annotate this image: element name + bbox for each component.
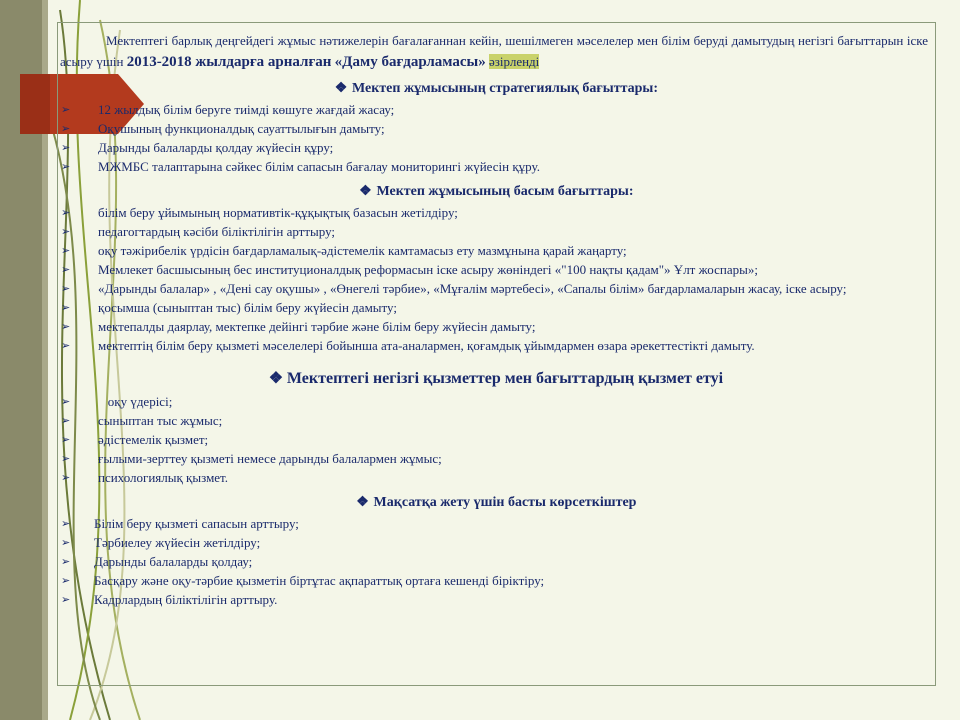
arrow-bullet-icon: ➢: [61, 141, 71, 154]
list-priority: [60, 203, 928, 355]
list-item: ➢ психологиялық қызмет.: [61, 470, 229, 485]
list-item: ➢ педагогтардың кәсіби біліктілігін арттыру;: [61, 224, 336, 239]
arrow-bullet-icon: ➢: [61, 320, 71, 333]
arrow-bullet-icon: ➢: [61, 122, 71, 135]
list-item: ➢ оқу тәжірибелік үрдісін бағдарламалық-әдістемелік камтамасыз ету мазмұнына қарай жаңарту;: [61, 243, 627, 258]
arrow-bullet-icon: ➢: [61, 282, 71, 295]
list-item: ➢ Мемлекет басшысының бес институционалдық реформасын іске асыру жөніндегі «"100 нақты қадам"» Ұлт жоспары»;: [61, 262, 758, 277]
intro-years: 2013-2018 жылдарға арналған: [126, 54, 332, 70]
intro-text: Мектептегі барлық деңгейдегі жұмыс нәтижелерін бағалағаннан кейін, шешілмеген мәселелер мен білім беруді дамытудың негізгі бағыттарын іске асыру үшін: [60, 33, 928, 69]
arrow-bullet-icon: ➢: [61, 263, 71, 276]
heading-text: Мектеп жұмысының стратегиялық бағыттары:: [351, 81, 658, 96]
list-item: ➢ оқу үдерісі;: [61, 394, 173, 409]
list-item: ➢ Басқару және оқу-тәрбие қызметін біртұтас ақпараттық ортаға кешенді біріктіру;: [61, 573, 545, 588]
list-item: ➢ Тәрбиелеу жүйесін жетілдіру;: [61, 535, 261, 550]
list-item: ➢ Білім беру қызметі сапасын арттыру;: [61, 516, 299, 531]
arrow-bullet-icon: ➢: [61, 225, 71, 238]
list-item: ➢ Кадрлардың біліктілігін арттыру.: [61, 592, 278, 607]
intro-tail: әзірленді: [488, 54, 540, 69]
arrow-bullet-icon: ➢: [61, 339, 71, 352]
intro-paragraph: [60, 30, 928, 73]
heading-text: Мектептегі негізгі қызметтер мен бағыттардың қызмет етуі: [286, 370, 724, 387]
arrow-bullet-icon: ➢: [61, 536, 71, 549]
diamond-bullet-icon: ❖: [334, 81, 348, 96]
arrow-bullet-icon: ➢: [61, 555, 71, 568]
arrow-bullet-icon: ➢: [61, 574, 71, 587]
list-item: ➢ Дарынды балаларды қолдау жүйесін құру;: [61, 140, 334, 155]
diamond-bullet-icon: ❖: [359, 184, 372, 199]
arrow-bullet-icon: ➢: [61, 593, 71, 606]
arrow-bullet-icon: ➢: [61, 471, 71, 484]
diamond-bullet-icon: ❖: [268, 370, 284, 387]
list-indicators: [60, 514, 928, 609]
section-heading-strategic: [60, 79, 928, 98]
diamond-bullet-icon: ❖: [356, 495, 369, 510]
arrow-bullet-icon: ➢: [61, 414, 71, 427]
arrow-bullet-icon: ➢: [61, 244, 71, 257]
section-heading-priority: [60, 182, 928, 201]
section-heading-indicators: [60, 493, 928, 512]
heading-text: Мектеп жұмысының басым бағыттары:: [376, 184, 634, 199]
list-item: ➢ қосымша (сыныптан тыс) білім беру жүйесін дамыту;: [61, 300, 397, 315]
arrow-bullet-icon: ➢: [61, 160, 71, 173]
list-strategic: [60, 100, 928, 176]
list-services: [60, 392, 928, 487]
arrow-bullet-icon: ➢: [61, 301, 71, 314]
intro-program: «Даму бағдарламасы»: [334, 54, 486, 70]
arrow-bullet-icon: ➢: [61, 433, 71, 446]
list-item: ➢ мектептің білім беру қызметі мәселелері бойынша ата-аналармен, қоғамдық ұйымдармен өзара әрекеттестікті дамыту.: [61, 338, 755, 353]
list-item: ➢ сыныптан тыс жұмыс;: [61, 413, 223, 428]
arrow-bullet-icon: ➢: [61, 517, 71, 530]
arrow-bullet-icon: ➢: [61, 395, 71, 408]
list-item: ➢ 12 жылдық білім беруге тиімді көшуге жағдай жасау;: [61, 102, 395, 117]
arrow-bullet-icon: ➢: [61, 103, 71, 116]
list-item: ➢ «Дарынды балалар» , «Дені сау оқушы» , «Өнегелі тәрбие», «Мұғалім мәртебесі», «Сапалы білім» бағдарламаларын жасау, іске асыру;: [61, 281, 847, 296]
list-item: ➢ әдістемелік қызмет;: [61, 432, 209, 447]
slide-content: [60, 30, 928, 609]
list-item: ➢ Оқушының функционалдық сауаттылығын дамыту;: [61, 121, 385, 136]
list-item: ➢ мектепалды даярлау, мектепке дейінгі тәрбие және білім беру жүйесін дамыту;: [61, 319, 536, 334]
heading-text: Мақсатқа жету үшін басты көрсеткіштер: [373, 495, 637, 510]
section-heading-services: [60, 369, 928, 388]
list-item: ➢ Дарынды балаларды қолдау;: [61, 554, 253, 569]
list-item: ➢ білім беру ұйымының нормативтік-құқықтық базасын жетілдіру;: [61, 205, 458, 220]
list-item: ➢ ғылыми-зерттеу қызметі немесе дарынды балалармен жұмыс;: [61, 451, 442, 466]
arrow-bullet-icon: ➢: [61, 452, 71, 465]
list-item: ➢ МЖМБС талаптарына сәйкес білім сапасын бағалау мониторингі жүйесін құру.: [61, 159, 540, 174]
arrow-bullet-icon: ➢: [61, 206, 71, 219]
